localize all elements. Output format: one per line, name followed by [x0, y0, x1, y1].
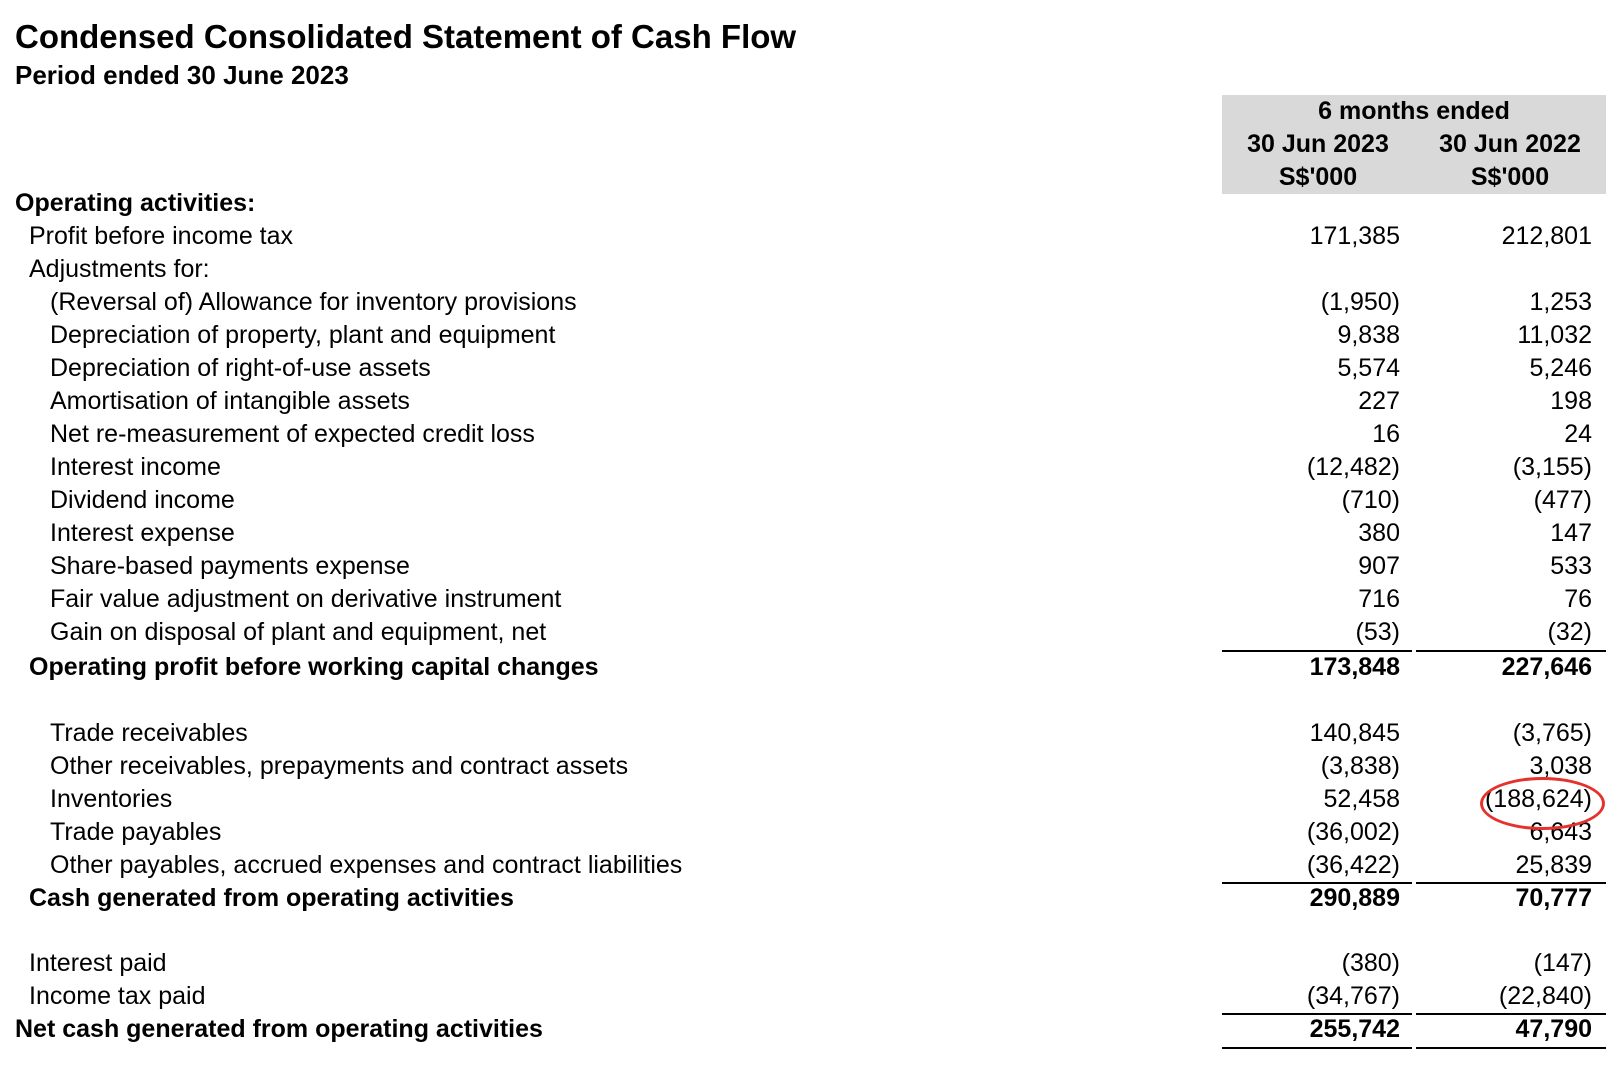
row-value-2023: (12,482) [1306, 453, 1400, 481]
table-row [0, 717, 1624, 750]
table-row [0, 352, 1624, 385]
table-row [0, 550, 1624, 583]
row-value-2022: (147) [1533, 949, 1592, 977]
row-value-2022: 3,038 [1529, 752, 1592, 780]
table-row [0, 750, 1624, 783]
table-row [0, 451, 1624, 484]
row-label: Amortisation of intangible assets [50, 387, 410, 415]
row-label: Interest expense [50, 519, 235, 547]
row-value-2022: 533 [1550, 552, 1592, 580]
table-row [0, 783, 1624, 816]
row-value-2023: (34,767) [1306, 982, 1400, 1010]
row-value-2023: (36,422) [1306, 851, 1400, 879]
table-row [0, 220, 1624, 253]
table-row [0, 980, 1624, 1013]
column-date-2023: 30 Jun 2023 [1247, 130, 1389, 158]
row-value-2023: (3,838) [1320, 752, 1400, 780]
row-label: Dividend income [50, 486, 235, 514]
statement-title: Condensed Consolidated Statement of Cash Flow [15, 18, 797, 55]
row-value-2023: 227 [1358, 387, 1400, 415]
row-value-2023: 52,458 [1323, 785, 1400, 813]
row-label: Operating activities: [15, 189, 256, 217]
red-circle-annotation [1480, 777, 1605, 830]
row-label: Gain on disposal of plant and equipment, net [50, 618, 547, 646]
row-value-2023: (380) [1341, 949, 1400, 977]
subtotal-row [0, 651, 1624, 684]
row-value-2023: (53) [1355, 618, 1400, 646]
table-row [0, 385, 1624, 418]
row-label: Adjustments for: [29, 255, 210, 283]
row-label: Profit before income tax [29, 222, 294, 250]
row-value-2022: 70,777 [1515, 884, 1592, 912]
row-value-2023: (1,950) [1320, 288, 1400, 316]
row-label: Fair value adjustment on derivative instrument [50, 585, 562, 613]
row-value-2022: (32) [1547, 618, 1592, 646]
row-label: Interest paid [29, 949, 167, 977]
row-value-2023: 255,742 [1309, 1015, 1400, 1043]
column-period-label: 6 months ended [1318, 97, 1510, 125]
row-value-2022: (477) [1533, 486, 1592, 514]
row-value-2022: 1,253 [1529, 288, 1592, 316]
section-heading-operating [0, 187, 1624, 220]
row-value-2022: 147 [1550, 519, 1592, 547]
row-label: Share-based payments expense [50, 552, 410, 580]
total-underline [1416, 1047, 1606, 1049]
row-value-2022: (22,840) [1498, 982, 1592, 1010]
row-value-2022: 5,246 [1529, 354, 1592, 382]
table-row [0, 253, 1624, 286]
row-label: Net re-measurement of expected credit loss [50, 420, 535, 448]
row-label: Other payables, accrued expenses and contract liabilities [50, 851, 683, 879]
row-label: Operating profit before working capital changes [29, 653, 599, 681]
row-value-2023: (710) [1341, 486, 1400, 514]
row-label: (Reversal of) Allowance for inventory provisions [50, 288, 577, 316]
row-label: Net cash generated from operating activities [15, 1015, 543, 1043]
row-value-2022: 212,801 [1501, 222, 1592, 250]
table-row [0, 947, 1624, 980]
row-label: Other receivables, prepayments and contract assets [50, 752, 629, 780]
row-value-2022: 47,790 [1515, 1015, 1592, 1043]
row-value-2023: 171,385 [1309, 222, 1400, 250]
table-row [0, 418, 1624, 451]
column-header-block [1222, 95, 1606, 194]
row-value-2023: 380 [1358, 519, 1400, 547]
total-row [0, 1013, 1624, 1046]
row-value-2023: (36,002) [1306, 818, 1400, 846]
row-label: Income tax paid [29, 982, 206, 1010]
row-value-2023: 907 [1358, 552, 1400, 580]
row-value-2023: 290,889 [1309, 884, 1400, 912]
row-value-2023: 9,838 [1337, 321, 1400, 349]
column-unit-2023: S$'000 [1278, 163, 1358, 191]
row-label: Trade receivables [50, 719, 248, 747]
row-label: Depreciation of right-of-use assets [50, 354, 431, 382]
row-value-2023: 16 [1372, 420, 1400, 448]
row-value-2023: 173,848 [1309, 653, 1400, 681]
row-value-2022: 227,646 [1501, 653, 1592, 681]
table-row [0, 616, 1624, 649]
row-value-2022: (3,765) [1512, 719, 1592, 747]
table-row [0, 484, 1624, 517]
row-value-2022: (3,155) [1512, 453, 1592, 481]
subtotal-row [0, 882, 1624, 915]
table-row [0, 816, 1624, 849]
table-row [0, 517, 1624, 550]
row-value-2022: 76 [1564, 585, 1592, 613]
column-unit-2022: S$'000 [1470, 163, 1550, 191]
total-underline [1222, 1047, 1412, 1049]
row-label: Trade payables [50, 818, 222, 846]
row-value-2023: 5,574 [1337, 354, 1400, 382]
row-value-2022: 6,643 [1529, 818, 1592, 846]
statement-period: Period ended 30 June 2023 [15, 60, 349, 90]
row-value-2022: 11,032 [1517, 321, 1592, 349]
column-date-2022: 30 Jun 2022 [1439, 130, 1581, 158]
table-row [0, 583, 1624, 616]
table-row [0, 286, 1624, 319]
row-value-2022: 24 [1564, 420, 1592, 448]
table-row [0, 849, 1624, 882]
row-value-2023: 140,845 [1309, 719, 1400, 747]
row-label: Interest income [50, 453, 221, 481]
row-label: Cash generated from operating activities [29, 884, 514, 912]
row-value-2022: 25,839 [1515, 851, 1592, 879]
row-value-2022: 198 [1550, 387, 1592, 415]
row-label: Inventories [50, 785, 173, 813]
row-label: Depreciation of property, plant and equipment [50, 321, 556, 349]
row-value-2023: 716 [1358, 585, 1400, 613]
row-value-2022: (188,624) [1484, 785, 1592, 813]
table-row [0, 319, 1624, 352]
